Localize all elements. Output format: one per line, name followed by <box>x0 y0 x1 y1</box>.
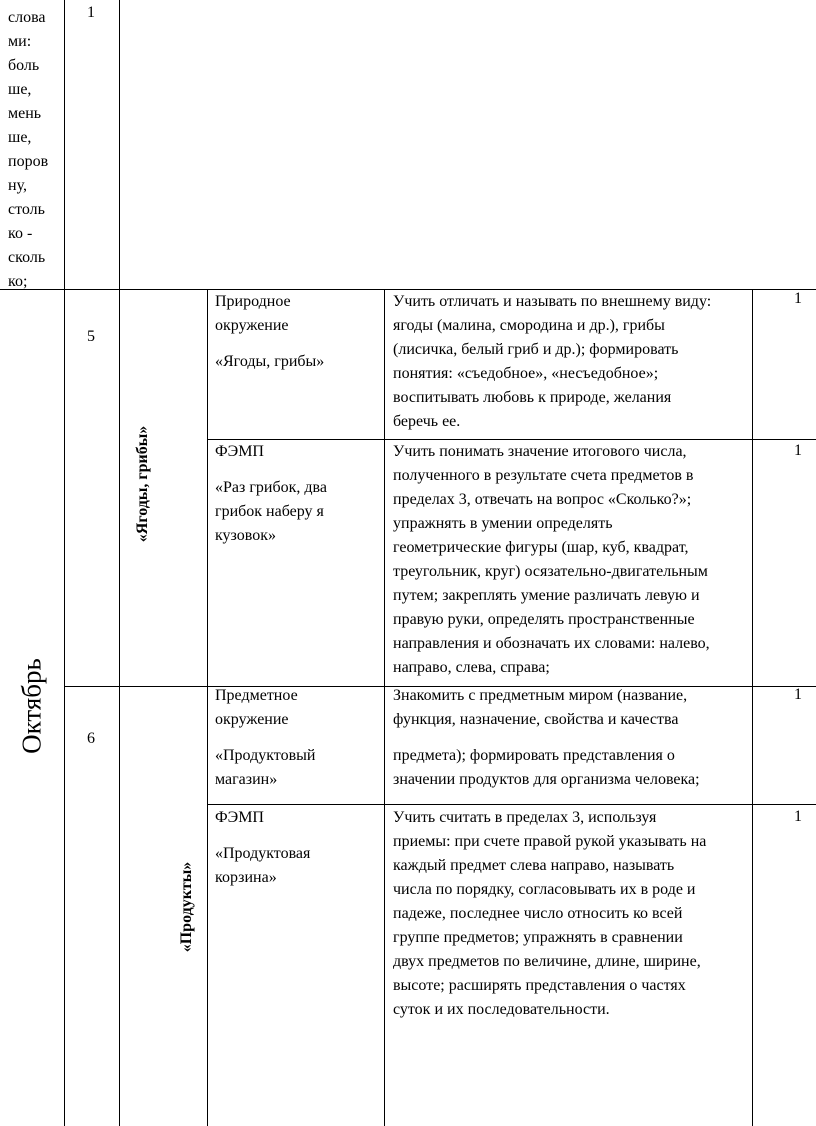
col-divider <box>64 0 65 1126</box>
lesson-area <box>215 290 324 374</box>
lesson-goal <box>393 806 706 1022</box>
goal-line: приемы: при счете правой рукой указывать на <box>393 833 707 850</box>
goal-line: функция, назначение, свойства и качества <box>393 711 679 728</box>
goal-line: треугольник, круг) осязательно-двигательным <box>393 563 708 580</box>
week-number: 5 <box>87 328 95 345</box>
words-line: сколь <box>8 249 46 266</box>
goal-line: суток и их последовательности. <box>393 1001 610 1018</box>
week-theme: «Ягоды, грибы» <box>134 425 151 543</box>
goal-line: Знакомить с предметным миром (название, <box>393 687 688 704</box>
lesson-goal <box>393 440 710 680</box>
month-label: Октябрь <box>16 658 47 754</box>
words-line: ко; <box>8 273 28 290</box>
col-divider <box>384 289 385 1126</box>
area-line: окружение <box>215 317 289 334</box>
words-line: ми: <box>8 33 32 50</box>
area-line: окружение <box>215 711 289 728</box>
col-divider <box>207 289 208 1126</box>
words-line: столь <box>8 201 45 218</box>
words-line: боль <box>8 57 40 74</box>
goal-line: правую руки, определять пространственные <box>393 611 695 628</box>
goal-line: значении продуктов для организма человека; <box>393 771 700 788</box>
goal-line: геометрические фигуры (шар, куб, квадрат, <box>393 539 689 556</box>
goal-line: высоте; расширять представления о частях <box>393 977 686 994</box>
goal-line: упражнять в умении определять <box>393 515 613 532</box>
area-line: Природное <box>215 293 291 310</box>
goal-line: направо, слева, справа; <box>393 659 550 676</box>
row-divider <box>207 804 816 805</box>
goal-line: полученного в результате счета предметов в <box>393 467 694 484</box>
goal-line: (лисичка, белый гриб и др.); формировать <box>393 341 679 358</box>
words-cell <box>8 6 48 294</box>
goal-line: Учить отличать и называть по внешнему виду: <box>393 293 712 310</box>
words-line: ше, <box>8 129 32 146</box>
lesson-topic: «Ягоды, грибы» <box>215 353 325 370</box>
lesson-hours: 1 <box>794 290 802 307</box>
topic-line: «Раз грибок, два <box>215 479 327 496</box>
area-line: ФЭМП <box>215 809 264 826</box>
goal-line: двух предметов по величине, длине, ширине, <box>393 953 701 970</box>
goal-line: понятия: «съедобное», «несъедобное»; <box>393 365 659 382</box>
topic-line: «Продуктовый <box>215 747 316 764</box>
goal-line: пределах 3, отвечать на вопрос «Сколько?»; <box>393 491 692 508</box>
goal-line: беречь ее. <box>393 413 461 430</box>
lesson-area <box>215 440 327 548</box>
words-line: ну, <box>8 177 27 194</box>
goal-line: падеже, последнее число относить ко всей <box>393 905 683 922</box>
lesson-hours: 1 <box>794 686 802 703</box>
week-number: 6 <box>87 730 95 747</box>
lesson-area <box>215 806 310 890</box>
lesson-goal <box>393 290 711 434</box>
goal-line: ягоды (малина, смородина и др.), грибы <box>393 317 665 334</box>
lesson-area <box>215 684 315 792</box>
topic-line: магазин» <box>215 771 278 788</box>
lesson-goal <box>393 684 700 792</box>
topic-line: кузовок» <box>215 527 276 544</box>
topic-line: грибок наберу я <box>215 503 324 520</box>
area-line: Предметное <box>215 687 298 704</box>
goal-line: воспитывать любовь к природе, желания <box>393 389 672 406</box>
col-divider <box>119 0 120 1126</box>
col-divider <box>752 289 753 1126</box>
goal-line: группе предметов; упражнять в сравнении <box>393 929 683 946</box>
goal-line: путем; закреплять умение различать левую и <box>393 587 700 604</box>
words-line: слова <box>8 9 46 26</box>
goal-line: числа по порядку, согласовывать их в роде и <box>393 881 696 898</box>
goal-line: направления и обозначать их словами: налево, <box>393 635 710 652</box>
topic-line: корзина» <box>215 869 277 886</box>
words-line: мень <box>8 105 42 122</box>
hours-cell: 1 <box>87 4 95 21</box>
lesson-hours: 1 <box>794 442 802 459</box>
area-line: ФЭМП <box>215 443 264 460</box>
words-line: ко - <box>8 225 33 242</box>
goal-line: Учить считать в пределах 3, используя <box>393 809 657 826</box>
words-line: поров <box>8 153 49 170</box>
goal-line: каждый предмет слева направо, называть <box>393 857 675 874</box>
words-line: ше, <box>8 81 32 98</box>
topic-line: «Продуктовая <box>215 845 311 862</box>
week-theme: «Продукты» <box>178 861 195 953</box>
lesson-hours: 1 <box>794 808 802 825</box>
goal-line: предмета); формировать представления о <box>393 747 675 764</box>
goal-line: Учить понимать значение итогового числа, <box>393 443 687 460</box>
